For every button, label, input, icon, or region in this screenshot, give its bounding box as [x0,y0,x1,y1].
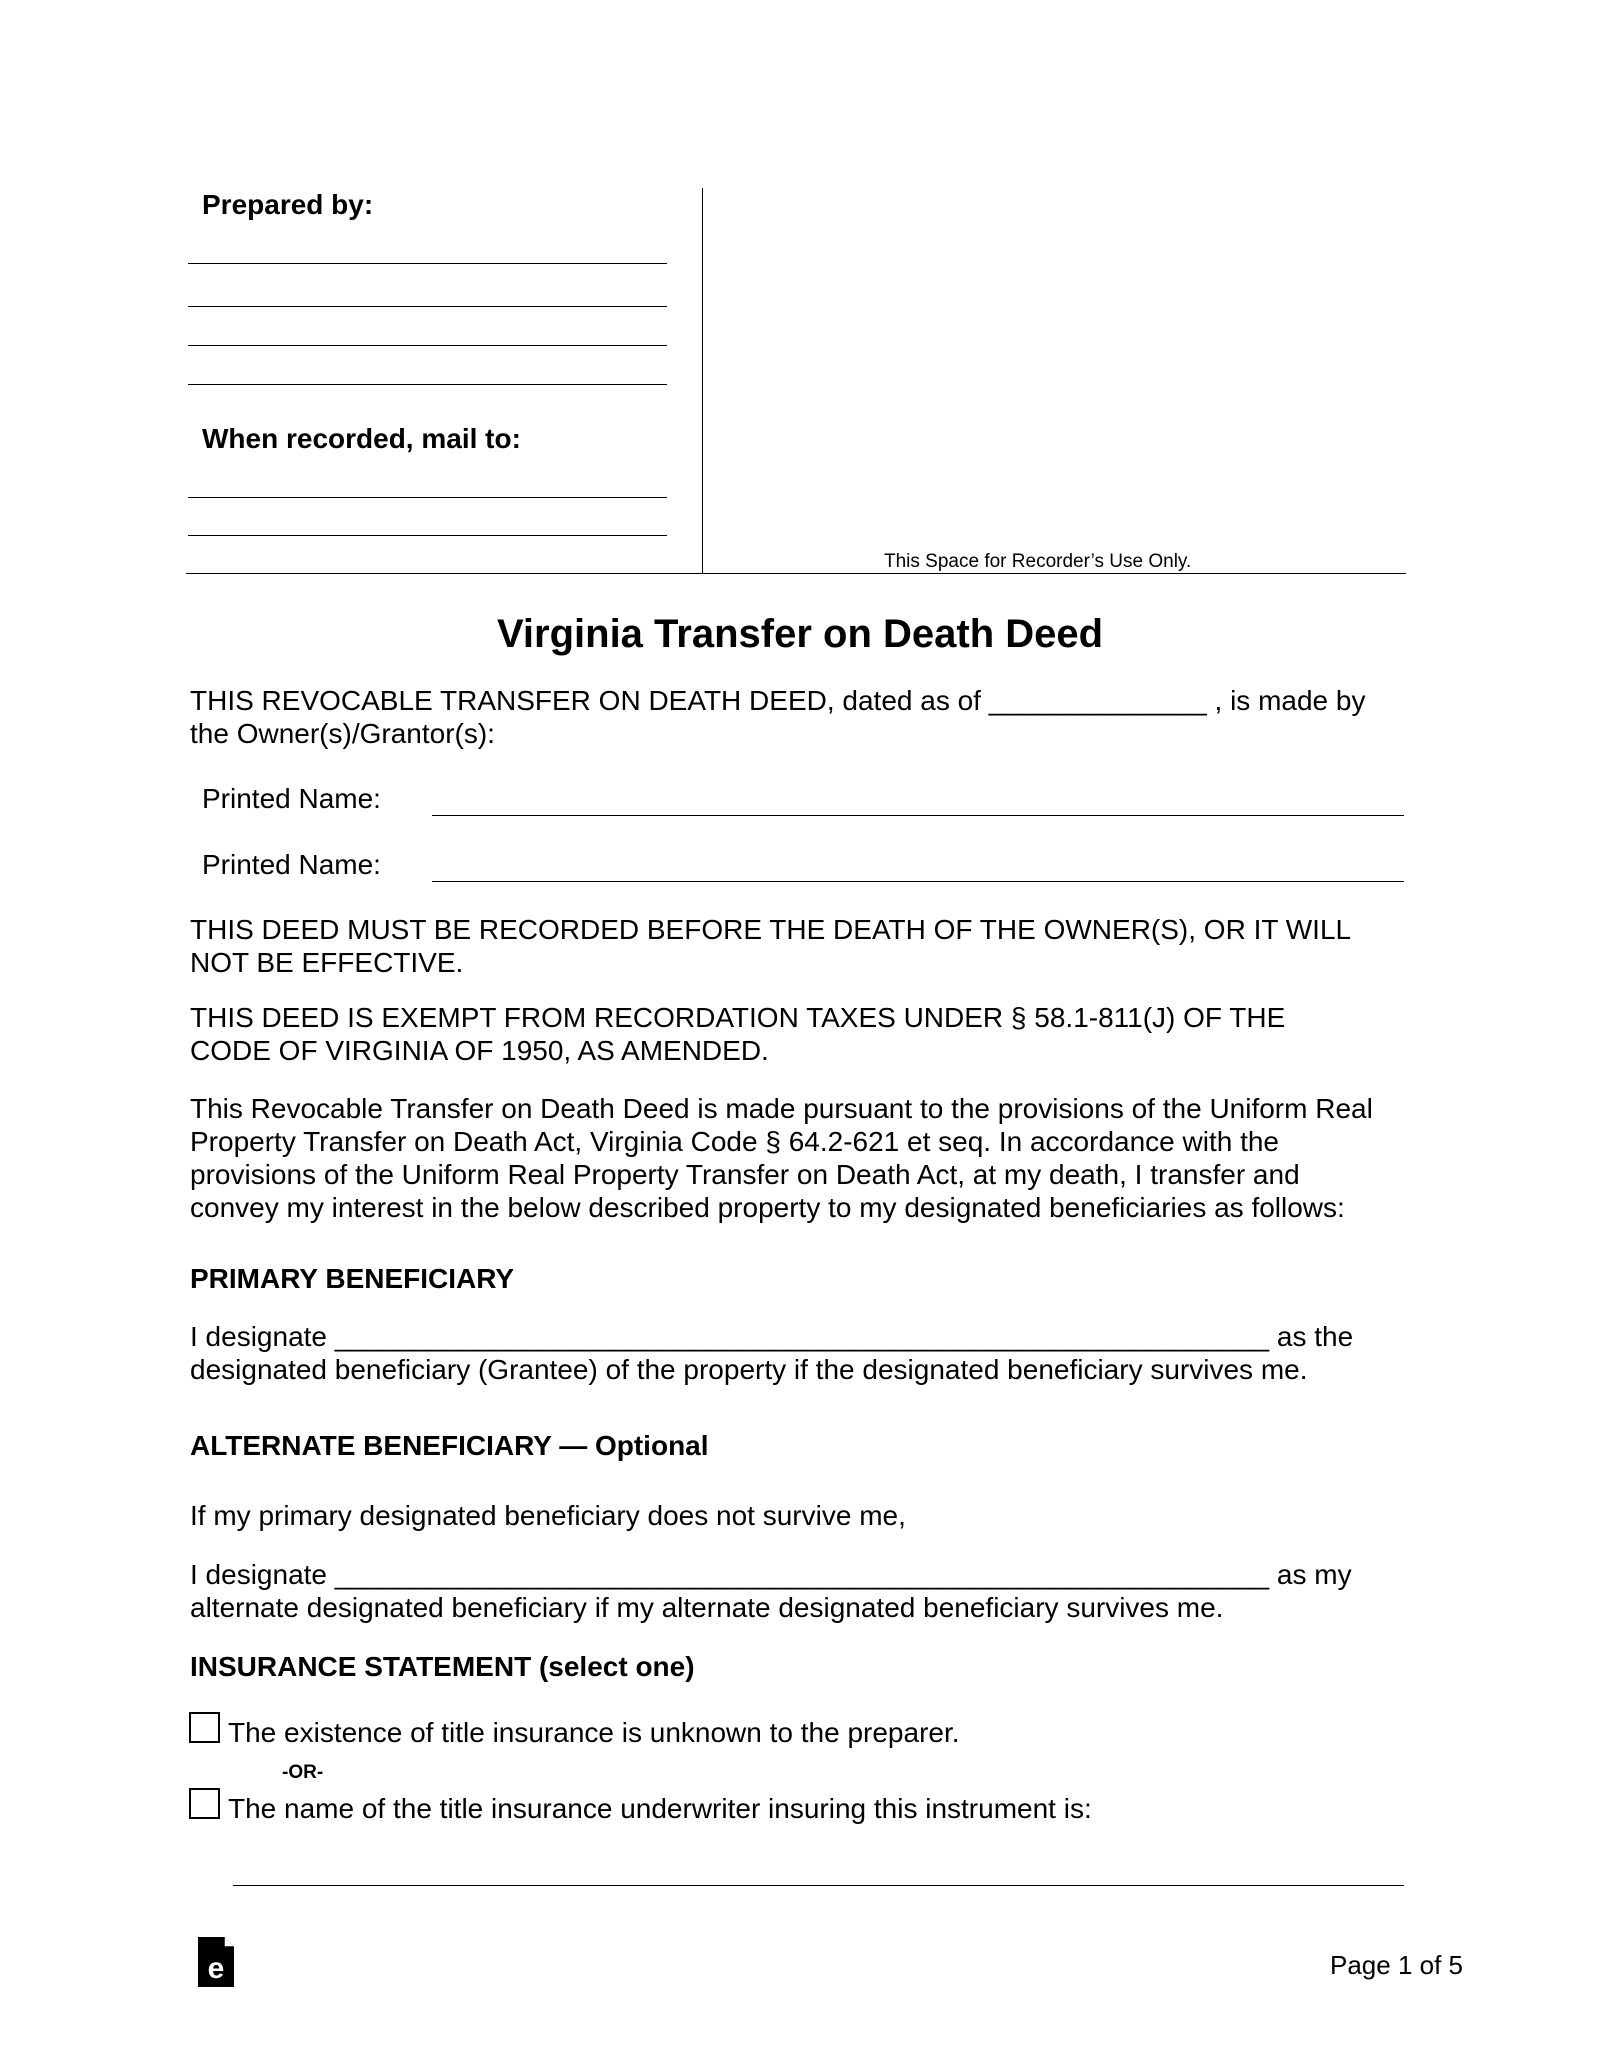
exempt-notice-line-1: THIS DEED IS EXEMPT FROM RECORDATION TAXES UNDER § 58.1-811(J) OF THE [190,1002,1286,1033]
exempt-notice [190,1001,1430,1067]
body-line-4: convey my interest in the below described property to my designated beneficiaries as follows: [190,1192,1345,1223]
prepared-by-line-3[interactable] [188,345,667,346]
intro-line-2: the Owner(s)/Grantor(s): [190,718,495,749]
body-line-3: provisions of the Uniform Real Property Transfer on Death Act, at my death, I transfer and [190,1159,1300,1190]
insurance-underwriter-label: The name of the title insurance underwriter insuring this instrument is: [228,1793,1092,1824]
primary-line-1: I designate ____________________________________________________________ as the [190,1321,1354,1352]
printed-name-label-1: Printed Name: [202,783,381,814]
insurance-underwriter-checkbox[interactable] [189,1788,220,1819]
prepared-by-line-2[interactable] [188,306,667,307]
insurance-unknown-checkbox[interactable] [189,1712,220,1743]
header-bottom-rule [186,573,1406,574]
primary-beneficiary-paragraph [190,1320,1430,1386]
alternate-line-2: alternate designated beneficiary if my alternate designated beneficiary survives me. [190,1592,1224,1623]
printed-name-label-2: Printed Name: [202,849,381,880]
body-line-1: This Revocable Transfer on Death Deed is made pursuant to the provisions of the Uniform Real [190,1093,1373,1124]
intro-line-1: THIS REVOCABLE TRANSFER ON DEATH DEED, dated as of ______________ , is made by [190,685,1366,716]
insurance-unknown-label: The existence of title insurance is unknown to the preparer. [228,1717,960,1748]
alternate-line-1: I designate ____________________________________________________________ as my [190,1559,1352,1590]
recording-notice-line-2: NOT BE EFFECTIVE. [190,947,464,978]
primary-line-2: designated beneficiary (Grantee) of the property if the designated beneficiary survives me. [190,1354,1308,1385]
printed-name-field-2[interactable] [432,881,1404,882]
body-paragraph [190,1092,1430,1224]
document-title: Virginia Transfer on Death Deed [496,612,1104,656]
intro-paragraph [190,684,1430,750]
underwriter-name-field[interactable] [233,1885,1404,1886]
prepared-by-line-1[interactable] [188,263,667,264]
page-number: Page 1 of 5 [1330,1950,1463,1980]
mail-to-line-1[interactable] [188,497,667,498]
alternate-beneficiary-heading: ALTERNATE BENEFICIARY — Optional [190,1430,709,1461]
or-separator: -OR- [282,1762,324,1783]
recording-notice [190,913,1430,979]
mail-to-label: When recorded, mail to: [202,423,521,454]
body-line-2: Property Transfer on Death Act, Virginia Code § 64.2-621 et seq. In accordance with the [190,1126,1280,1157]
exempt-notice-line-2: CODE OF VIRGINIA OF 1950, AS AMENDED. [190,1035,769,1066]
mail-to-line-2[interactable] [188,535,667,536]
svg-text:e: e [207,1952,225,1985]
alternate-condition: If my primary designated beneficiary does not survive me, [190,1500,906,1531]
alternate-beneficiary-paragraph [190,1558,1430,1624]
recorder-divider [702,188,703,573]
insurance-heading: INSURANCE STATEMENT (select one) [190,1651,695,1682]
recording-notice-line-1: THIS DEED MUST BE RECORDED BEFORE THE DEATH OF THE OWNER(S), OR IT WILL [190,914,1352,945]
prepared-by-label: Prepared by: [202,189,374,220]
printed-name-field-1[interactable] [432,815,1404,816]
document-e-logo-icon [198,1937,234,1987]
recorder-note: This Space for Recorder’s Use Only. [884,551,1192,572]
prepared-by-line-4[interactable] [188,384,667,385]
primary-beneficiary-heading: PRIMARY BENEFICIARY [190,1263,515,1294]
